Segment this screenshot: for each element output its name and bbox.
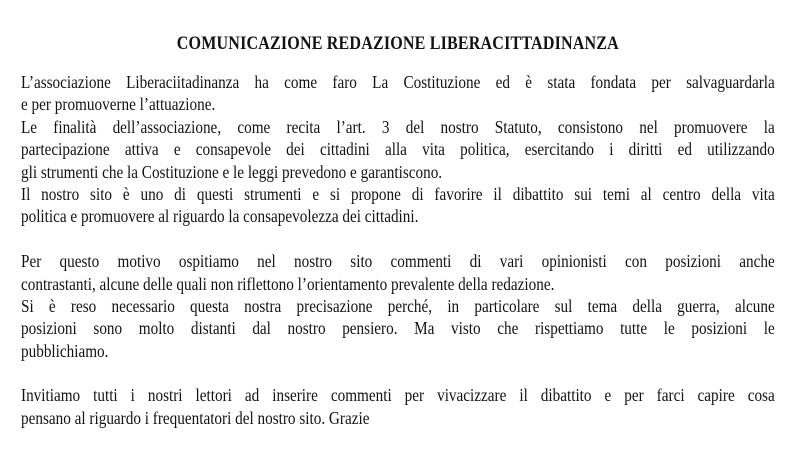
text-line: pubblichiamo.	[21, 340, 109, 361]
title-body-gap	[21, 55, 775, 71]
paragraph-spacer	[21, 362, 775, 384]
text-line: Si è reso necessario questa nostra precisazione perché, in particolare sul tema della guerra, alcune	[21, 295, 775, 316]
text-line: politica e promuovere al riguardo la consapevolezza dei cittadini.	[21, 206, 419, 227]
document-title: COMUNICAZIONE REDAZIONE LIBERACITTADINANZA	[176, 33, 619, 54]
paragraph-spacer	[21, 228, 775, 250]
text-line: L’associazione Liberaciitadinanza ha come faro La Costituzione ed è stata fondata per salvaguardarla	[21, 71, 775, 92]
text-line: contrastanti, alcune delle quali non riflettono l’orientamento prevalente della redazione.	[21, 273, 555, 294]
text-line: Invitiamo tutti i nostri lettori ad inserire commenti per vivacizzare il dibattito e per farci capire cosa	[21, 385, 775, 406]
text-line: Il nostro sito è uno di questi strumenti e si propone di favorire il dibattito sui temi al centro della vita	[21, 183, 775, 204]
text-line: Per questo motivo ospitiamo nel nostro sito commenti di vari opinionisti con posizioni anche	[21, 251, 775, 272]
text-line: e per promuoverne l’attuazione.	[21, 94, 216, 115]
text-block-2	[21, 250, 775, 362]
text-line: gli strumenti che la Costituzione e le leggi prevedono e garantiscono.	[21, 161, 443, 182]
text-line: pensano al riguardo i frequentatori del nostro sito. Grazie	[21, 407, 370, 428]
text-line: partecipazione attiva e consapevole dei cittadini alla vita politica, esercitando i diritti ed utilizzando	[21, 139, 775, 160]
text-line: Le finalità dell’associazione, come recita l’art. 3 del nostro Statuto, consistono nel promuovere la	[21, 116, 775, 137]
text-line: posizioni sono molto distanti dal nostro pensiero. Ma visto che rispettiamo tutte le posizioni le	[21, 318, 775, 339]
text-block-1	[21, 71, 775, 228]
text-block-3	[21, 384, 775, 429]
document-content	[21, 0, 775, 429]
